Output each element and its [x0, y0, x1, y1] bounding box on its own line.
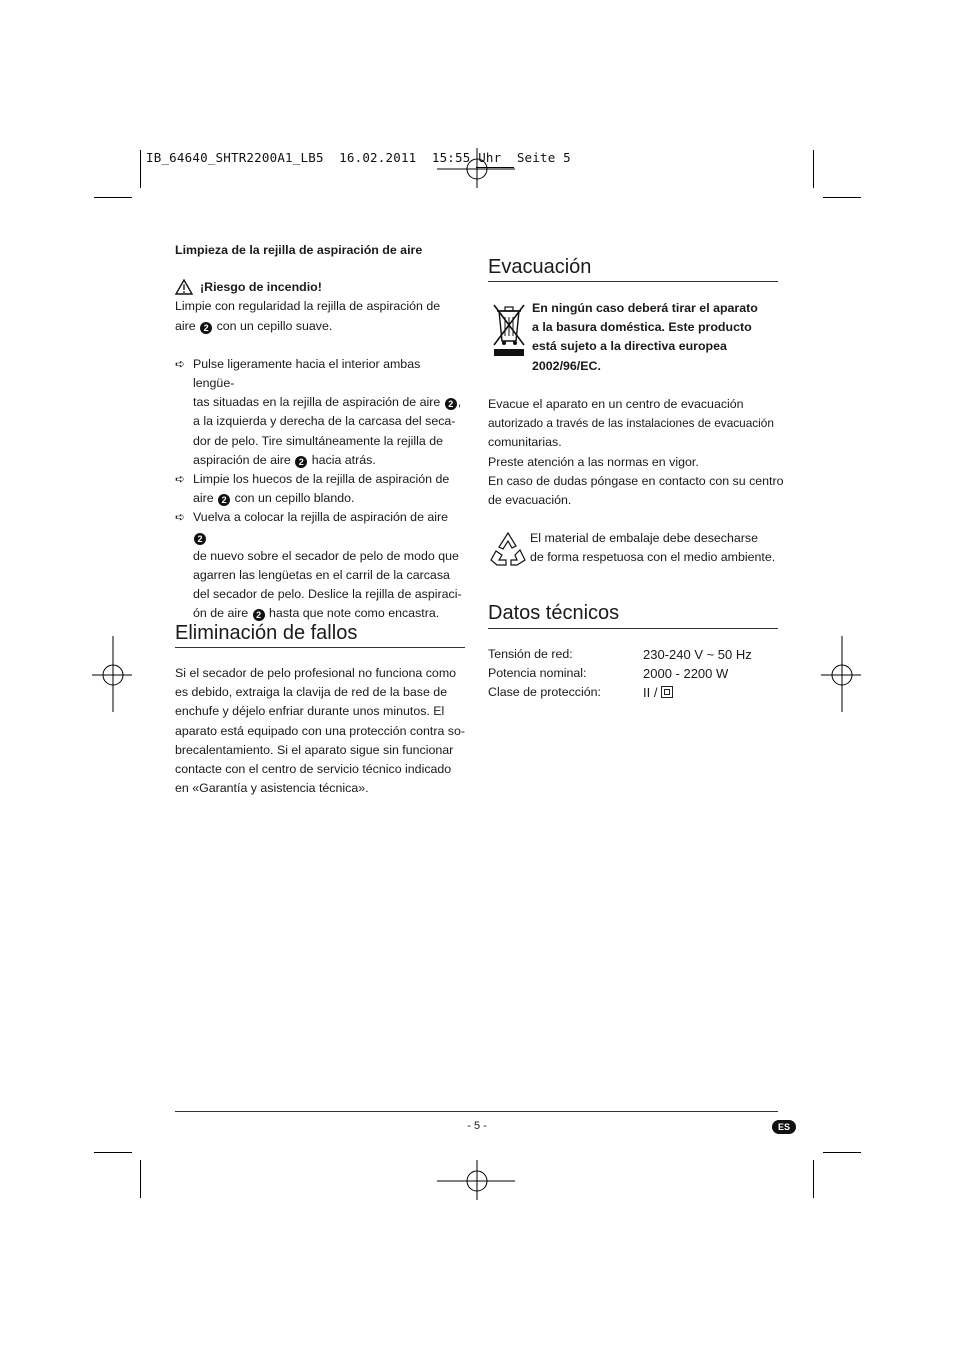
disposal-heading-rule: [488, 281, 778, 282]
disposal-text: [488, 395, 788, 510]
faults-line: brecalentamiento. Si el aparato sigue sin funcionar: [175, 742, 454, 757]
registration-mark-right: [821, 636, 863, 714]
faults-line: es debido, extraiga la clavija de red de la base de: [175, 685, 448, 700]
language-badge: ES: [772, 1120, 796, 1134]
page-number: - 5 -: [467, 1120, 487, 1132]
cleaning-heading: Limpieza de la rejilla de aspiración de aire: [175, 243, 423, 257]
arrow-right-icon: ➪: [175, 510, 186, 525]
arrow-right-icon: ➪: [175, 472, 186, 487]
registration-mark-left: [92, 636, 134, 714]
tech-label: Potencia nominal:: [488, 666, 587, 681]
faults-line: contacte con el centro de servicio técnico indicado: [175, 762, 452, 777]
warning-text-line-2: aire 2 con un cepillo suave.: [175, 318, 333, 333]
footer-rule: [175, 1111, 778, 1112]
disposal-line: autorizado a través de las instalaciones de evacuación: [488, 416, 774, 431]
disposal-line: Preste atención a las normas en vigor.: [488, 454, 699, 469]
faults-line: enchufe y déjelo enfriar durante unos minutos. El: [175, 704, 445, 719]
step-3: ➪ Vuelva a colocar la rejilla de aspiración de aire 2 de nuevo sobre el secador de pelo de modo que agarren las lengüetas en el carril de la carcasa del secador de pelo. Deslice la rejilla de aspiraci- ón de aire 2 hasta que note como encastra.: [175, 510, 462, 621]
slug-underline: [476, 167, 514, 168]
tech-label: Clase de protección:: [488, 685, 601, 700]
tech-value: 2000 - 2200 W: [643, 666, 729, 682]
weee-notice: [532, 299, 782, 376]
disposal-heading: Evacuación: [488, 256, 592, 278]
packaging-line: de forma respetuosa con el medio ambiente.: [530, 550, 776, 565]
disposal-line: Evacue el aparato en un centro de evacuación: [488, 397, 744, 411]
ref-number-badge: 2: [194, 533, 206, 545]
faults-line: en «Garantía y asistencia técnica».: [175, 781, 369, 796]
ref-number-badge: 2: [218, 494, 230, 506]
recycling-icon: [489, 530, 527, 568]
faults-heading: Eliminación de fallos: [175, 622, 358, 644]
weee-line: está sujeto a la directiva europea: [532, 339, 727, 354]
step-1: ➪ Pulse ligeramente hacia el interior ambas lengüe- tas situadas en la rejilla de aspiración de aire 2 , a la izquierda y derecha de la carcasa del seca- dor de pelo. Tire simultáneamente la rejilla de aspiración de aire 2 hacia atrás.: [175, 356, 462, 467]
ref-number-badge: 2: [445, 398, 457, 410]
faults-heading-rule: [175, 647, 465, 648]
ref-number-badge: 2: [200, 322, 212, 334]
warning-title: ¡Riesgo de incendio!: [200, 280, 322, 295]
packaging-line: El material de embalaje debe desecharse: [530, 531, 758, 545]
weee-line: En ningún caso deberá tirar el aparato: [532, 301, 758, 315]
disposal-line: comunitarias.: [488, 435, 562, 450]
registration-mark-bottom: [437, 1160, 517, 1202]
faults-text: [175, 664, 470, 798]
packaging-text: [530, 529, 790, 567]
tech-heading-rule: [488, 628, 778, 629]
warning-triangle-icon: [175, 279, 193, 295]
double-insulation-icon: [661, 686, 673, 698]
arrow-right-icon: ➪: [175, 356, 186, 371]
left-column: [175, 241, 465, 624]
warning-block: [175, 278, 465, 297]
ref-number-badge: 2: [253, 609, 265, 621]
step-2: ➪ Limpie los huecos de la rejilla de aspiración de aire 2 con un cepillo blando.: [175, 472, 450, 506]
ref-number-badge: 2: [295, 456, 307, 468]
tech-value-protection: II /: [643, 683, 673, 702]
disposal-line: de evacuación.: [488, 493, 572, 508]
print-slug-line: IB_64640_SHTR2200A1_LB5 16.02.2011 15:55 Uhr Seite 5: [146, 150, 571, 165]
tech-label: Tensión de red:: [488, 647, 573, 661]
warning-text-line-1: Limpie con regularidad la rejilla de aspiración de: [175, 299, 441, 314]
tech-value: 230-240 V ~ 50 Hz: [643, 647, 752, 662]
tech-heading: Datos técnicos: [488, 602, 620, 624]
disposal-line: En caso de dudas póngase en contacto con su centro: [488, 473, 784, 488]
faults-line: Si el secador de pelo profesional no funciona como: [175, 666, 457, 680]
weee-line: a la basura doméstica. Este producto: [532, 320, 752, 335]
faults-line: aparato está equipado con una protección contra so-: [175, 723, 466, 738]
weee-line: 2002/96/EC.: [532, 358, 601, 373]
crossed-out-wheelie-bin-icon: [491, 301, 527, 359]
